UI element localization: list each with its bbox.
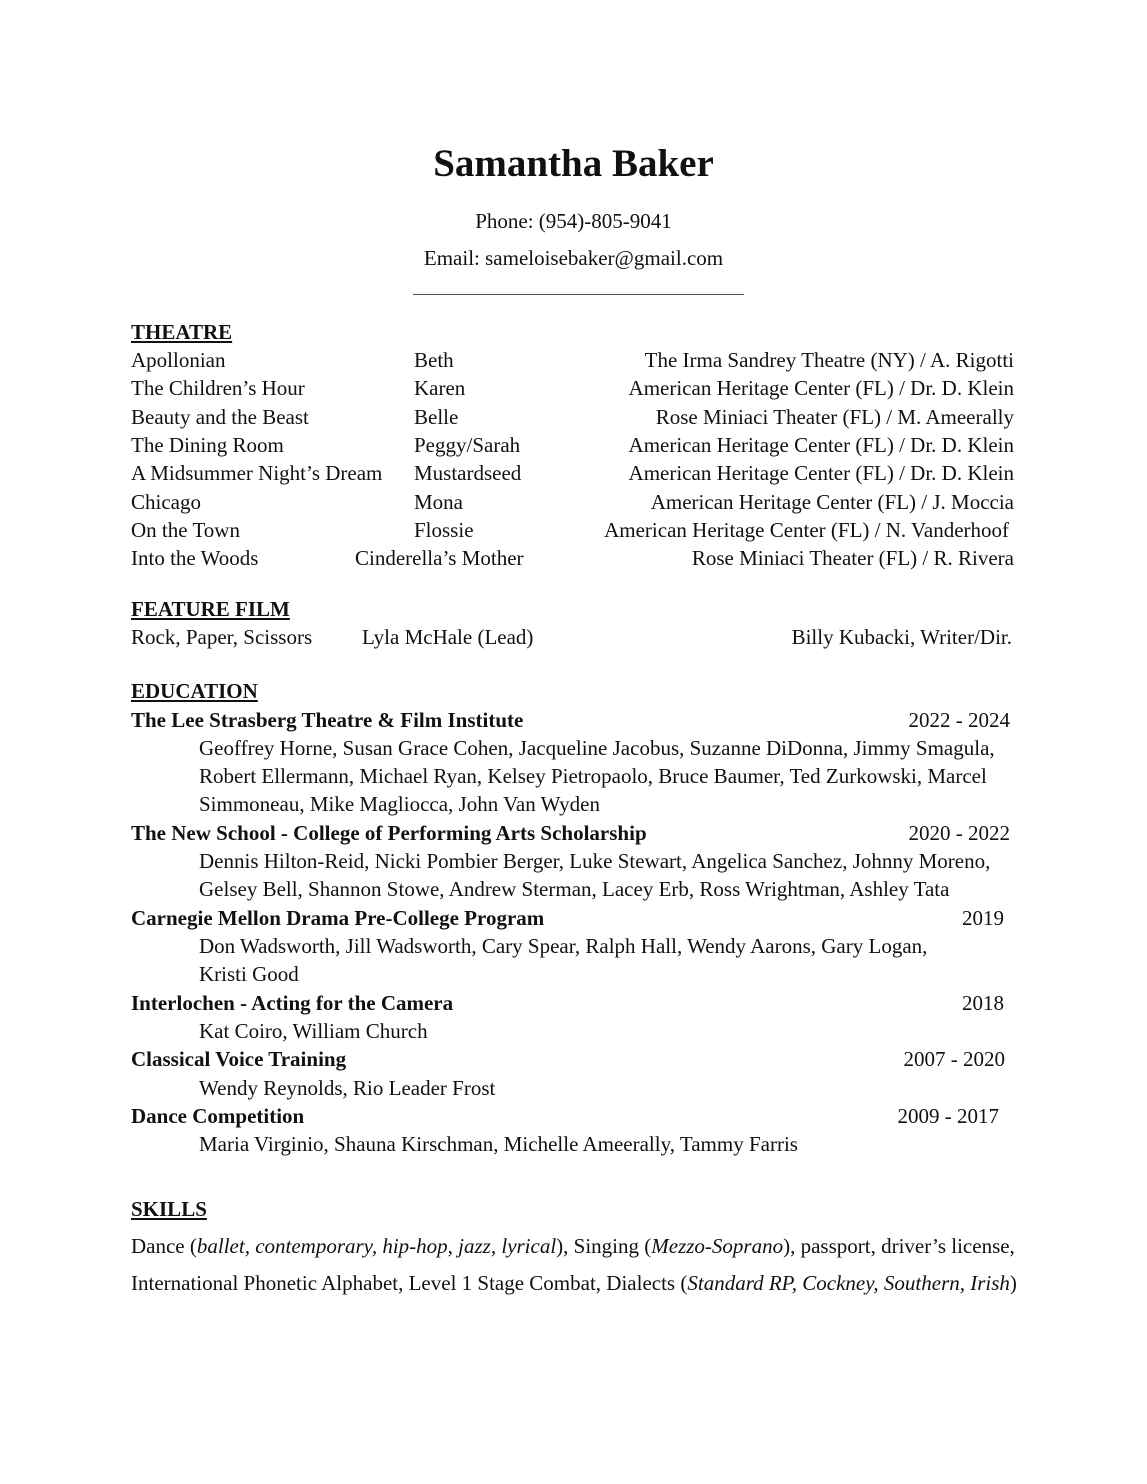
film-heading: FEATURE FILM (131, 597, 290, 621)
education-school: Classical Voice Training (131, 1047, 347, 1071)
theatre-show: Apollonian (131, 348, 226, 372)
education-years: 2007 - 2020 (903, 1047, 1005, 1071)
theatre-venue: American Heritage Center (FL) / Dr. D. Klein (628, 376, 1014, 400)
resume-name: Samantha Baker (433, 142, 714, 185)
theatre-show: On the Town (131, 518, 240, 542)
skills-text: ), passport, driver’s license, (783, 1234, 1015, 1258)
education-school: Dance Competition (131, 1104, 305, 1128)
theatre-show: The Children’s Hour (131, 376, 305, 400)
education-school: The Lee Strasberg Theatre & Film Institute (131, 708, 524, 732)
education-teachers-line: Simmoneau, Mike Magliocca, John Van Wyden (199, 792, 600, 816)
education-years: 2022 - 2024 (908, 708, 1010, 732)
skills-heading: SKILLS (131, 1197, 207, 1221)
phone-text: Phone: (954)-805-9041 (475, 209, 672, 233)
education-teachers-line: Maria Virginio, Shauna Kirschman, Michelle Ameerally, Tammy Farris (199, 1132, 798, 1156)
education-teachers-line: Robert Ellermann, Michael Ryan, Kelsey Pietropaolo, Bruce Baumer, Ted Zurkowski, Marcel (199, 764, 987, 788)
education-teachers-line: Kristi Good (199, 962, 299, 986)
theatre-venue: American Heritage Center (FL) / J. Moccia (650, 490, 1014, 514)
education-heading: EDUCATION (131, 679, 258, 703)
theatre-role: Mustardseed (414, 461, 522, 485)
skills-text: ) (1009, 1271, 1017, 1295)
theatre-venue: American Heritage Center (FL) / Dr. D. Klein (628, 433, 1014, 457)
skills-text: Dance ( (131, 1234, 197, 1258)
email-text: Email: sameloisebaker@gmail.com (423, 246, 724, 270)
skills-line-2 (131, 1273, 1017, 1294)
education-teachers-line: Dennis Hilton-Reid, Nicki Pombier Berger, Luke Stewart, Angelica Sanchez, Johnny Moreno, (199, 849, 991, 873)
theatre-role: Peggy/Sarah (414, 433, 521, 457)
skills-voice-type: Mezzo-Soprano (651, 1234, 784, 1258)
header-divider (413, 294, 744, 295)
education-years: 2019 (962, 906, 1004, 930)
theatre-venue: The Irma Sandrey Theatre (NY) / A. Rigotti (644, 348, 1014, 372)
education-school: The New School - College of Performing Arts Scholarship (131, 821, 647, 845)
education-teachers-line: Wendy Reynolds, Rio Leader Frost (199, 1076, 496, 1100)
film-credit: Billy Kubacki, Writer/Dir. (791, 625, 1012, 649)
education-years: 2020 - 2022 (908, 821, 1010, 845)
theatre-role: Mona (414, 490, 463, 514)
skills-text: ), Singing ( (556, 1234, 652, 1258)
education-school: Interlochen - Acting for the Camera (131, 991, 454, 1015)
skills-text: International Phonetic Alphabet, Level 1 Stage Combat, Dialects ( (131, 1271, 688, 1295)
skills-dance-styles: ballet, contemporary, hip-hop, jazz, lyrical (196, 1234, 557, 1258)
theatre-role: Karen (414, 376, 466, 400)
theatre-heading: THEATRE (131, 320, 233, 344)
theatre-role: Belle (414, 405, 459, 429)
theatre-show: Into the Woods (131, 546, 259, 570)
film-title: Rock, Paper, Scissors (131, 625, 313, 649)
theatre-show: A Midsummer Night’s Dream (131, 461, 383, 485)
theatre-venue: Rose Miniaci Theater (FL) / R. Rivera (691, 546, 1014, 570)
theatre-role: Flossie (414, 518, 474, 542)
theatre-venue: American Heritage Center (FL) / N. Vanderhoof (604, 518, 1009, 542)
film-role: Lyla McHale (Lead) (362, 625, 534, 649)
education-teachers-line: Geoffrey Horne, Susan Grace Cohen, Jacqueline Jacobus, Suzanne DiDonna, Jimmy Smagula, (199, 736, 995, 760)
education-teachers-line: Don Wadsworth, Jill Wadsworth, Cary Spear, Ralph Hall, Wendy Aarons, Gary Logan, (199, 934, 928, 958)
skills-line-1 (131, 1236, 1015, 1257)
education-years: 2018 (962, 991, 1004, 1015)
theatre-role: Beth (414, 348, 454, 372)
education-teachers-line: Kat Coiro, William Church (199, 1019, 428, 1043)
theatre-venue: American Heritage Center (FL) / Dr. D. Klein (628, 461, 1014, 485)
theatre-show: The Dining Room (131, 433, 284, 457)
education-years: 2009 - 2017 (897, 1104, 999, 1128)
theatre-show: Beauty and the Beast (131, 405, 309, 429)
theatre-role: Cinderella’s Mother (355, 546, 524, 570)
theatre-venue: Rose Miniaci Theater (FL) / M. Ameerally (655, 405, 1014, 429)
skills-dialects: Standard RP, Cockney, Southern, Irish (687, 1271, 1010, 1295)
education-teachers-line: Gelsey Bell, Shannon Stowe, Andrew Sterman, Lacey Erb, Ross Wrightman, Ashley Tata (199, 877, 950, 901)
education-school: Carnegie Mellon Drama Pre-College Program (131, 906, 545, 930)
theatre-show: Chicago (131, 490, 201, 514)
